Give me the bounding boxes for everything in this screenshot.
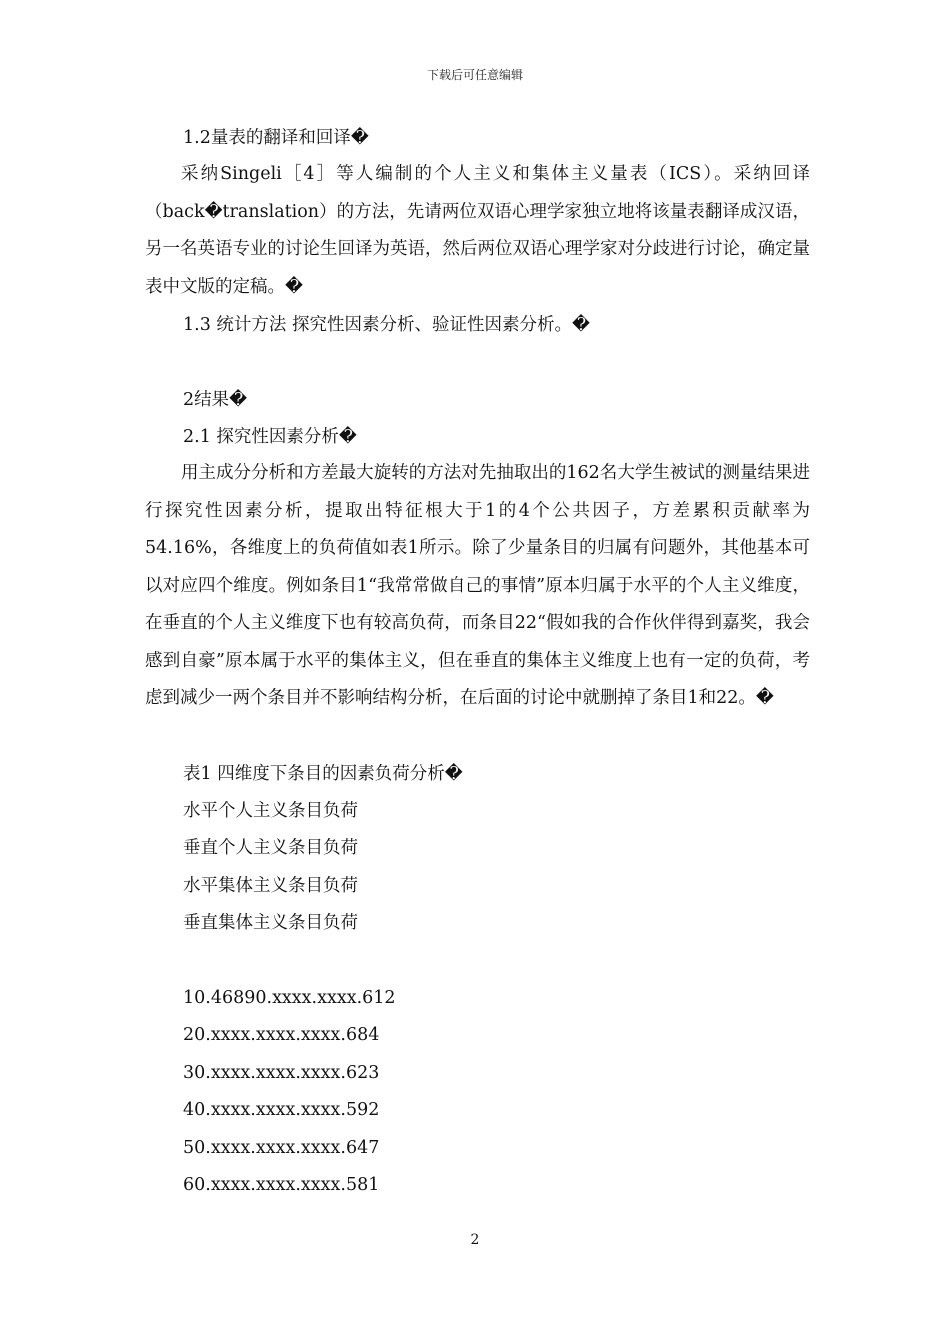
page-number: 2: [470, 1232, 480, 1248]
table-row: 30.xxxx.xxxx.xxxx.623: [183, 1063, 380, 1083]
table-header-row: 水平集体主义条目负荷: [183, 876, 358, 896]
table-header-row: 垂直个人主义条目负荷: [183, 838, 358, 858]
table-row: 20.xxxx.xxxx.xxxx.684: [183, 1025, 380, 1045]
table-row: 60.xxxx.xxxx.xxxx.581: [183, 1175, 380, 1195]
table-row: 10.46890.xxxx.xxxx.612: [183, 988, 396, 1008]
section-1-3-line: 1.3 统计方法 探究性因素分析、验证性因素分析。�: [183, 315, 590, 335]
section-2-1-title: 2.1 探究性因素分析�: [183, 427, 357, 447]
table-row: 40.xxxx.xxxx.xxxx.592: [183, 1100, 380, 1120]
section-2-title: 2结果�: [183, 390, 248, 410]
table-row: 50.xxxx.xxxx.xxxx.647: [183, 1138, 380, 1158]
table-header-row: 垂直集体主义条目负荷: [183, 913, 358, 933]
page-header: 下载后可任意编辑: [426, 68, 523, 82]
table-caption: 表1 四维度下条目的因素负荷分析�: [183, 764, 463, 784]
section-1-2-paragraph: 采纳Singeli［4］等人编制的个人主义和集体主义量表（ICS）。采纳回译（back�translation）的方法，先请两位双语心理学家独立地将该量表翻译成汉语，另一名英语专业的讨论生回译为英语，然后两位双语心理学家对分歧进行讨论，确定量表中文版的定稿。�: [145, 164, 810, 297]
section-1-2-title: 1.2量表的翻译和回译�: [183, 128, 369, 148]
table-header-row: 水平个人主义条目负荷: [183, 801, 358, 821]
section-2-1-paragraph: 用主成分分析和方差最大旋转的方法对先抽取出的162名大学生被试的测量结果进行探究性因素分析，提取出特征根大于1的4个公共因子，方差累积贡献率为54.16%，各维度上的负荷值如表1所示。除了少量条目的归属有问题外，其他基本可以对应四个维度。例如条目1“我常常做自己的事情”原本归属于水平的个人主义维度，在垂直的个人主义维度下也有较高负荷，而条目22“假如我的合作伙伴得到嘉奖，我会感到自豪”原本属于水平的集体主义，但在垂直的集体主义维度上也有一定的负荷，考虑到减少一两个条目并不影响结构分析，在后面的讨论中就删掉了条目1和22。�: [145, 463, 810, 708]
